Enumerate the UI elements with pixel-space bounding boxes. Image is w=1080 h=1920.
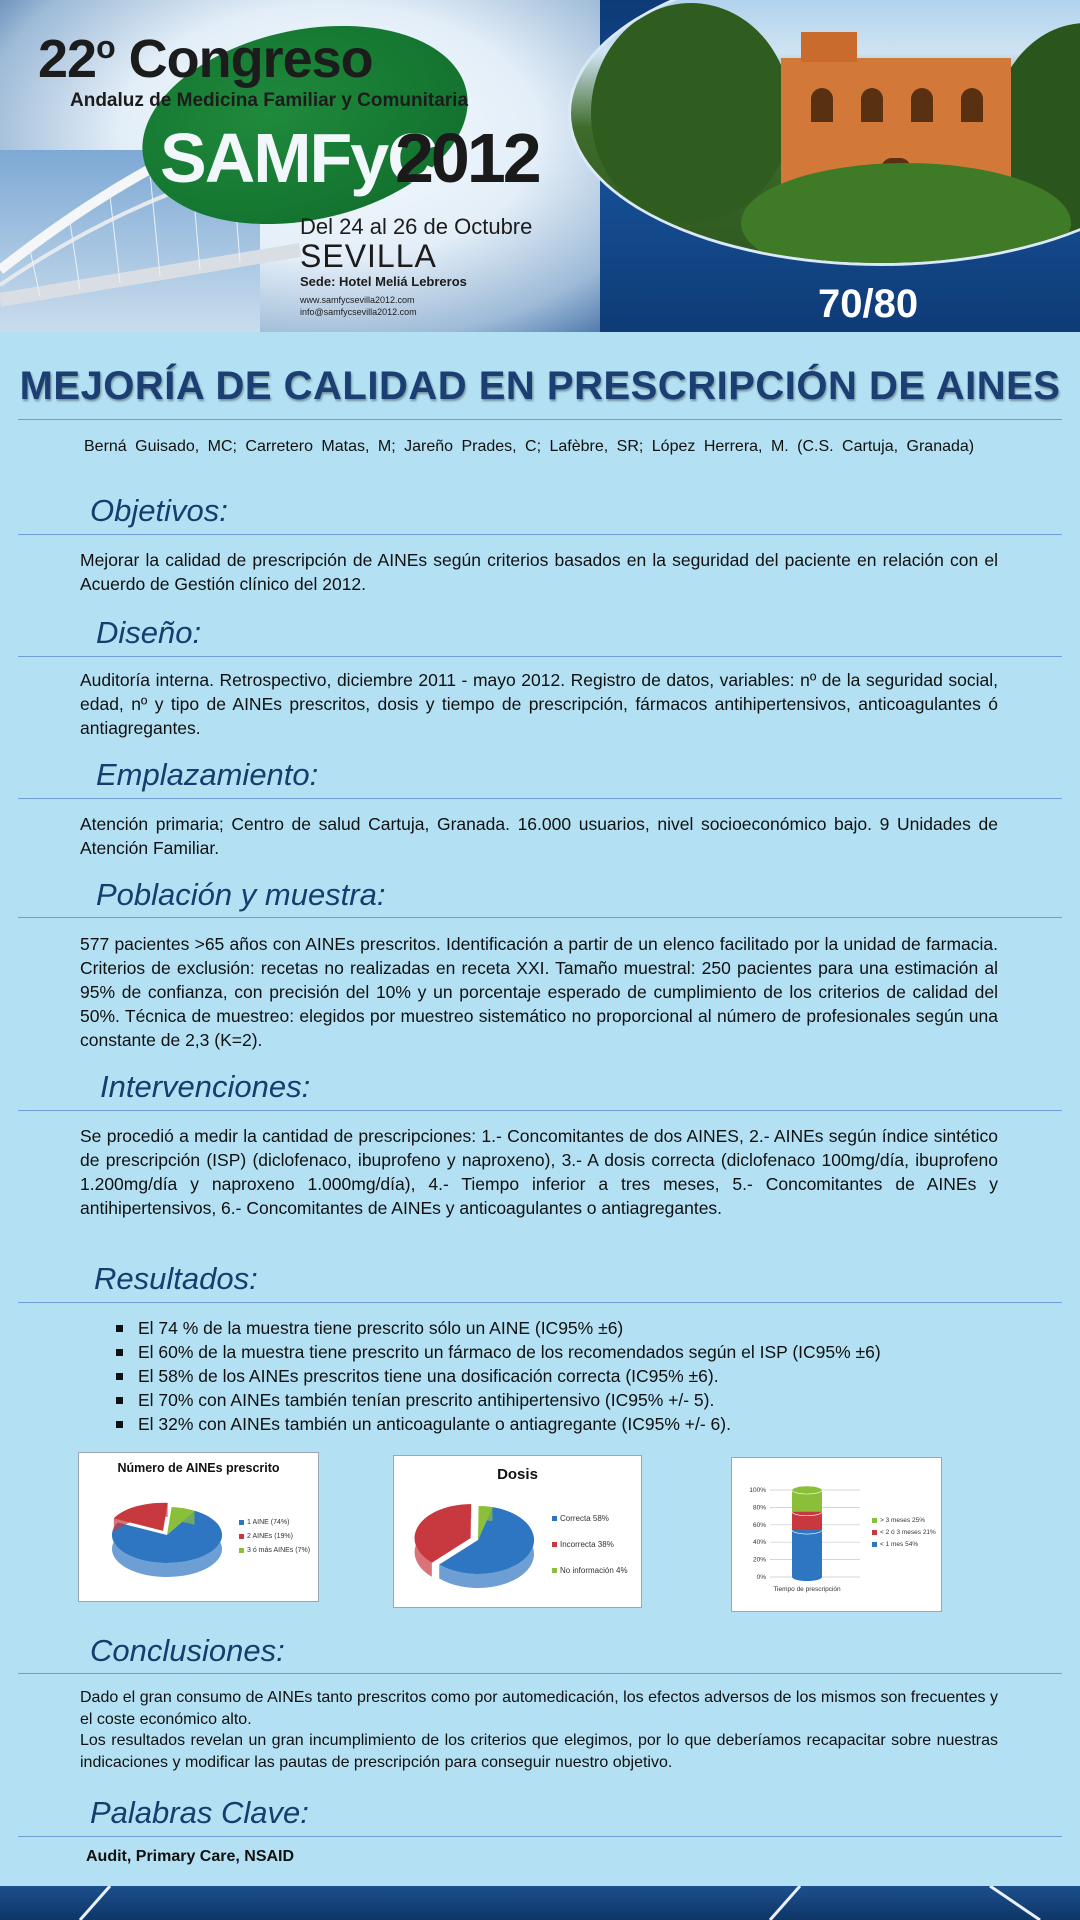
congress-venue: Sede: Hotel Meliá Lebreros <box>300 274 467 289</box>
chart-tiempo <box>731 1457 942 1612</box>
heading-poblacion: Población y muestra: <box>96 877 386 912</box>
divider <box>18 419 1062 420</box>
y-tick-label: 60% <box>752 1521 766 1529</box>
y-tick-label: 0% <box>756 1574 766 1581</box>
congress-city: SEVILLA <box>300 238 437 274</box>
brand-logo-text: SAMFyC <box>160 119 436 197</box>
bar-base <box>792 1573 822 1581</box>
y-tick-label: 100% <box>749 1487 766 1494</box>
pie-chart-dosis <box>400 1492 545 1602</box>
chart-num-aines <box>78 1452 319 1602</box>
result-item: El 74 % de la muestra tiene prescrito sólo un AINE (IC95% ±6) <box>112 1316 1012 1340</box>
result-item: El 60% de la muestra tiene prescrito un fármaco de los recomendados según el ISP (IC95% ±6) <box>112 1340 1012 1364</box>
legend-item: Correcta 58% <box>552 1514 609 1523</box>
legend-item: 2 AINEs (19%) <box>239 1533 293 1540</box>
email-link[interactable]: info@samfycsevilla2012.com <box>300 307 417 317</box>
authors: Berná Guisado, MC; Carretero Matas, M; Jareño Prades, C; Lafèbre, SR; López Herrera, M. (C.S. Cartuja, Granada) <box>84 438 975 455</box>
text-conclusiones <box>80 1687 998 1773</box>
legend-item: < 1 mes 54% <box>872 1541 918 1548</box>
y-tick-label: 80% <box>752 1504 766 1512</box>
divider <box>18 798 1062 799</box>
x-axis-category-label: Tiempo de prescripción <box>773 1586 841 1593</box>
conclusion-paragraph: Dado el gran consumo de AINEs tanto prescritos como por automedicación, los efectos adversos de los mismos son frecuentes y el coste económico alto. <box>80 1689 998 1728</box>
text-emplazamiento: Atención primaria; Centro de salud Cartuja, Granada. 16.000 usuarios, nivel socioeconómico bajo. 9 Unidades de Atención Familiar. <box>80 814 998 858</box>
divider <box>18 1110 1062 1111</box>
legend-item: > 3 meses 25% <box>872 1517 925 1524</box>
legend-item: 3 ó más AINEs (7%) <box>239 1547 310 1554</box>
text-objetivos: Mejorar la calidad de prescripción de AINEs según criterios basados en la seguridad del paciente en relación con el Acuerdo de Gestión clínico del 2012. <box>80 550 998 594</box>
text-poblacion: 577 pacientes >65 años con AINEs prescritos. Identificación a partir de un elenco facilitado por la unidad de farmacia. Criterios de exclusión: recetas no realizadas en receta XXI. Tamaño muestral: 250 pacientes para una estimación al 95% de confianza, con precisión del 10% y un porcentaje esperado de cumplimiento de los criterios de calidad del 50%. Técnica de muestreo: elegidos por muestreo sistemático no proporcional al número de profesionales según una constante de 2,3 (K=2). <box>80 934 998 1050</box>
y-tick-label: 20% <box>752 1556 766 1564</box>
heading-diseno: Diseño: <box>96 615 202 650</box>
poster-title: MEJORÍA DE CALIDAD EN PRESCRIPCIÓN DE AINES <box>19 364 1061 408</box>
y-tick-label: 40% <box>752 1539 766 1547</box>
congress-contact <box>300 294 417 318</box>
heading-palabras-clave: Palabras Clave: <box>90 1795 309 1830</box>
chart-dosis <box>393 1455 642 1608</box>
bar-segment <box>792 1530 822 1577</box>
footer-band <box>0 1886 1080 1920</box>
heading-conclusiones: Conclusiones: <box>90 1633 285 1668</box>
legend-item: No información 4% <box>552 1566 628 1575</box>
result-item: El 58% de los AINEs prescritos tiene una dosificación correcta (IC95% ±6). <box>112 1364 1012 1388</box>
palace-photo <box>568 0 1080 266</box>
heading-emplazamiento: Emplazamiento: <box>96 757 319 792</box>
result-item: El 70% con AINEs también tenían prescrito antihipertensivo (IC95% +/- 5). <box>112 1388 1012 1412</box>
pie-chart-aines <box>87 1487 227 1597</box>
conclusion-paragraph: Los resultados revelan un gran incumplimiento de los criterios que elegimos, por lo que deberíamos recapacitar sobre nuestras indicaciones y modificar las pautas de prescripción para conseguir nuestro objetivo. <box>80 1732 998 1771</box>
text-diseno: Auditoría interna. Retrospectivo, diciembre 2011 - mayo 2012. Registro de datos, variables: nº de la seguridad social, edad, nº y tipo de AINEs prescritos, dosis y tiempo de prescripción, fármacos antihipertensivos, anticoagulantes ó antiagregantes. <box>80 670 998 738</box>
divider <box>18 534 1062 535</box>
website-link[interactable]: www.samfycsevilla2012.com <box>300 295 415 305</box>
chart-title: Número de AINEs prescrito <box>117 1461 280 1475</box>
brand-year: 2012 <box>395 119 539 197</box>
footer-decoration <box>0 1886 1080 1920</box>
legend-item: Incorrecta 38% <box>552 1540 614 1549</box>
congress-banner <box>0 0 1080 332</box>
heading-objetivos: Objetivos: <box>90 493 228 528</box>
results-list <box>112 1316 1012 1436</box>
chart-title: Dosis <box>497 1466 538 1483</box>
divider <box>18 917 1062 918</box>
legend-item: 1 AINE (74%) <box>239 1519 289 1526</box>
result-item: El 32% con AINEs también un anticoagulante o antiagregante (IC95% +/- 6). <box>112 1412 1012 1436</box>
tree-shape <box>591 3 791 223</box>
heading-intervenciones: Intervenciones: <box>100 1069 311 1104</box>
page-number: 70/80 <box>818 282 919 326</box>
divider <box>18 656 1062 657</box>
bar-segment-cap <box>792 1486 822 1494</box>
congress-dates: Del 24 al 26 de Octubre <box>300 214 533 239</box>
text-intervenciones: Se procedió a medir la cantidad de prescripciones: 1.- Concomitantes de dos AINES, 2.- AINEs según índice sintético de prescripción (ISP) (diclofenaco, ibuprofeno y naproxeno), 3.- A dosis correcta (diclofenaco 100mg/día, ibuprofeno 1.200mg/día y naproxeno 1.000mg/día), 4.- Tiempo inferior a tres meses, 5.- Concomitantes de AINEs y antihipertensivos, 6.- Concomitantes de AINEs y anticoagulantes o antiagregantes. <box>80 1126 998 1218</box>
divider <box>18 1836 1062 1837</box>
divider <box>18 1302 1062 1303</box>
legend-item: < 2 ó 3 meses 21% <box>872 1529 936 1536</box>
keywords: Audit, Primary Care, NSAID <box>86 1848 295 1865</box>
congress-subtitle: Andaluz de Medicina Familiar y Comunitaria <box>70 90 469 111</box>
heading-resultados: Resultados: <box>94 1261 258 1296</box>
congress-title: 22$^o$ Congreso <box>38 29 373 89</box>
divider <box>18 1673 1062 1674</box>
